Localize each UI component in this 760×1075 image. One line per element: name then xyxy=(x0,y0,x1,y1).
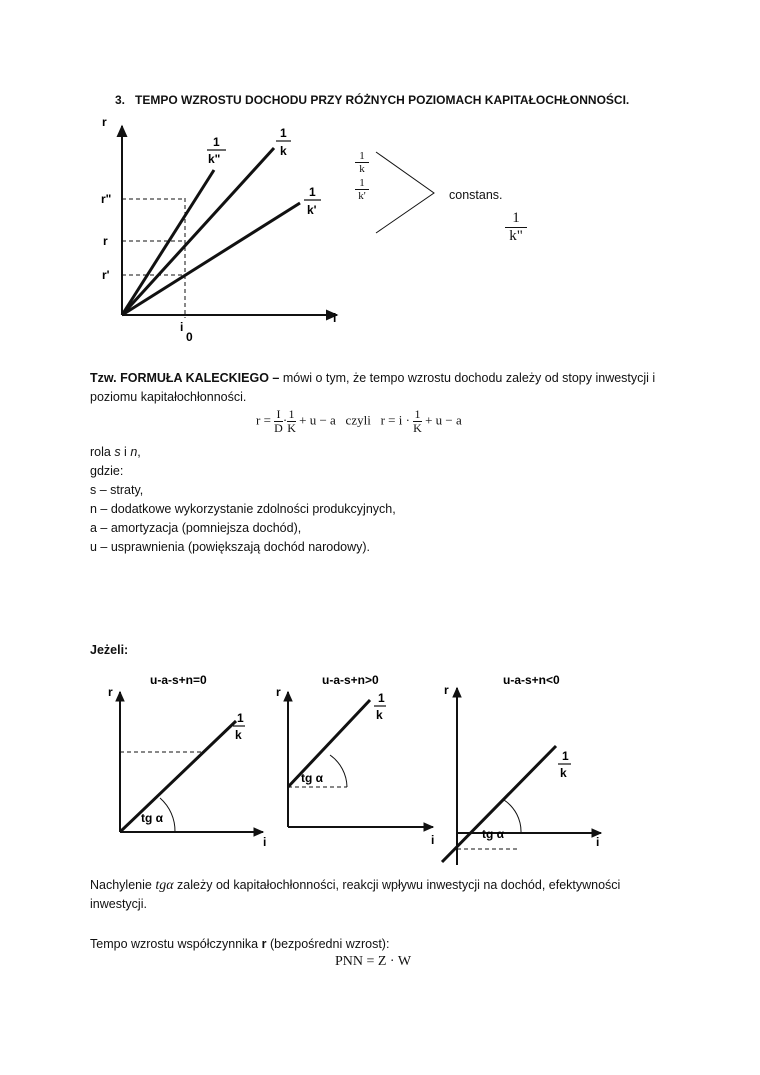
label-k-num: 1 xyxy=(280,126,287,140)
slope-c: inwestycji. xyxy=(90,897,147,911)
rola-c: , xyxy=(137,445,141,459)
formula-dot: · xyxy=(282,412,288,428)
graph-zero xyxy=(108,673,266,849)
cond-label: u-a-s+n=0 xyxy=(150,673,207,687)
formula-lhs: r = xyxy=(256,412,271,428)
kalecki-term: Tzw. FORMUŁA KALECKIEGO – xyxy=(90,371,280,385)
tg-alpha-label: tg α xyxy=(482,827,505,841)
frac-1k2-num: 1 xyxy=(512,210,520,226)
tempo-paragraph xyxy=(90,935,389,954)
x-axis-label: i xyxy=(431,833,435,847)
frac-1k2-den: k" xyxy=(509,228,523,244)
frac-1-num-2: 1 xyxy=(414,407,421,421)
formula-czyli: czyli xyxy=(345,412,371,428)
tick-i0-sub: 0 xyxy=(186,330,193,344)
rola-s: s xyxy=(114,445,121,459)
frac-num: 1 xyxy=(378,691,385,705)
y-axis-label: r xyxy=(102,115,107,129)
tick-r: r xyxy=(103,234,108,248)
line-1k xyxy=(120,721,236,832)
y-axis-label: r xyxy=(444,683,449,697)
graph-positive xyxy=(276,673,434,847)
x-axis-label: i xyxy=(333,311,337,325)
x-axis-label: i xyxy=(263,835,267,849)
jezeli-label: Jeżeli: xyxy=(90,643,129,657)
frac-1-num: 1 xyxy=(288,407,295,421)
legend-item: s – straty, xyxy=(90,483,144,497)
tg-alpha-label: tg α xyxy=(301,771,324,785)
frac-num: 1 xyxy=(237,711,244,725)
pnn-formula: PNN = Z · W xyxy=(334,954,412,969)
tempo-b: r xyxy=(261,937,267,951)
line-1k xyxy=(442,746,556,862)
cond-label: u-a-s+n>0 xyxy=(322,673,379,687)
label-k-prime-num: 1 xyxy=(309,185,316,199)
frac-den: k xyxy=(376,708,383,722)
slope-b: zależy od kapitałochłonności, reakcji wpływu inwestycji na dochód, efektywności xyxy=(173,878,621,892)
slope-line-1 xyxy=(90,876,670,895)
formula-rhs: r = i · xyxy=(380,412,410,428)
rola-b: i xyxy=(120,445,131,459)
frac-k-den: K xyxy=(287,421,296,435)
cond-label: u-a-s+n<0 xyxy=(503,673,560,687)
kalecki-desc-1: mówi o tym, że tempo wzrostu dochodu zależy od stopy inwestycji i xyxy=(279,371,656,385)
kalecki-desc-2: poziomu kapitałochłonności. xyxy=(90,390,247,404)
rola-n: n xyxy=(130,445,138,459)
frac-i-num: I xyxy=(274,408,283,422)
tempo-c: (bezpośredni wzrost): xyxy=(266,937,390,951)
tick-r-prime: r' xyxy=(102,268,110,282)
label-k-double-prime-den: k" xyxy=(208,152,221,166)
legend-item: a – amortyzacja (pomniejsza dochód), xyxy=(90,521,302,535)
section-title: TEMPO WZROSTU DOCHODU PRZY RÓŻNYCH POZIOMACH KAPITAŁOCHŁONNOŚCI. xyxy=(135,93,630,107)
label-k-den: k xyxy=(280,144,287,158)
y-axis-label: r xyxy=(108,685,113,699)
slope-a: Nachylenie xyxy=(90,878,156,892)
tick-i0: i xyxy=(180,320,184,334)
frac-1k-prime-den: k' xyxy=(358,190,366,202)
frac-d-den: D xyxy=(274,421,283,435)
frac-den: k xyxy=(235,728,242,742)
legend-gdzie: gdzie: xyxy=(90,464,124,478)
slope-tg: tgα xyxy=(155,878,174,893)
label-k-double-prime-num: 1 xyxy=(213,135,220,149)
legend-item: u – usprawnienia (powiększają dochód narodowy). xyxy=(90,540,371,554)
frac-1k-prime-num: 1 xyxy=(359,177,365,189)
label-k-prime-den: k' xyxy=(307,203,317,217)
frac-1k-num: 1 xyxy=(359,150,365,162)
frac-1k-den: k xyxy=(359,163,365,175)
slope-paragraph xyxy=(90,876,670,914)
tick-r-double-prime: r" xyxy=(101,192,112,206)
graph-negative xyxy=(442,673,601,865)
legend-item: n – dodatkowe wykorzystanie zdolności produkcyjnych, xyxy=(90,502,396,516)
formula-tail-1: + u − a xyxy=(299,412,336,428)
rola-a: rola xyxy=(90,445,115,459)
frac-den: k xyxy=(560,766,567,780)
frac-k-den-2: K xyxy=(413,421,422,435)
x-axis-label: i xyxy=(596,835,600,849)
tg-alpha-label: tg α xyxy=(141,811,164,825)
constans-label: constans. xyxy=(449,188,503,202)
section-number: 3. xyxy=(115,93,126,107)
formula-tail-2: + u − a xyxy=(425,412,462,428)
frac-num: 1 xyxy=(562,749,569,763)
y-axis-label: r xyxy=(276,685,281,699)
tempo-a: Tempo wzrostu współczynnika xyxy=(90,937,262,951)
